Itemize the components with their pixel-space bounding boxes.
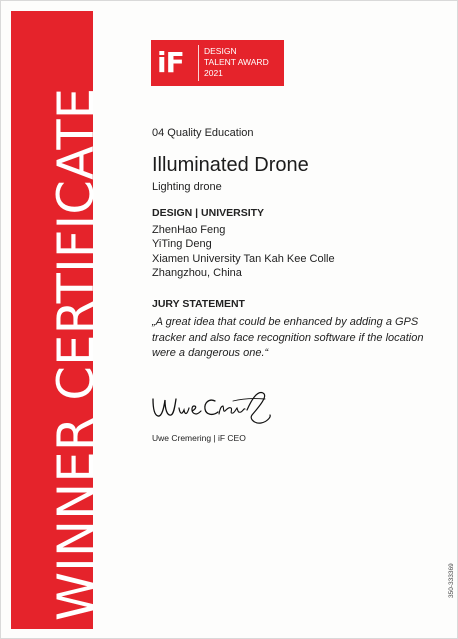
- design-university-heading: DESIGN | UNIVERSITY: [152, 207, 265, 219]
- logo-line-talent-award: TALENT AWARD: [204, 57, 269, 67]
- logo-divider: [198, 45, 199, 81]
- if-design-talent-award-logo: [151, 40, 284, 86]
- ceo-signature: [149, 385, 274, 427]
- logo-line-year: 2021: [204, 68, 223, 78]
- jury-statement-heading: JURY STATEMENT: [152, 298, 245, 310]
- jury-statement-text: „A great idea that could be enhanced by adding a GPS tracker and also face recognition software if the location were a dangerous one.“: [152, 316, 424, 359]
- project-title: Illuminated Drone: [152, 154, 309, 176]
- if-logo-mark: iF: [157, 46, 184, 79]
- designer-name: ZhenHao Feng: [152, 224, 226, 236]
- university-location: Zhangzhou, China: [152, 266, 242, 279]
- designer-name: YiTing Deng: [152, 238, 212, 251]
- signer-name: Uwe Cremering | iF CEO: [152, 433, 246, 443]
- design-details: [152, 223, 335, 280]
- university-name: Xiamen University Tan Kah Kee Colle: [152, 252, 335, 265]
- logo-line-design: DESIGN: [204, 46, 237, 56]
- award-category: 04 Quality Education: [152, 127, 254, 139]
- project-subtitle: Lighting drone: [152, 181, 222, 193]
- winner-certificate-label: WINNER CERTIFICATE: [47, 87, 105, 621]
- logo-text: [204, 46, 269, 79]
- certificate-id: 350-333369: [448, 563, 455, 598]
